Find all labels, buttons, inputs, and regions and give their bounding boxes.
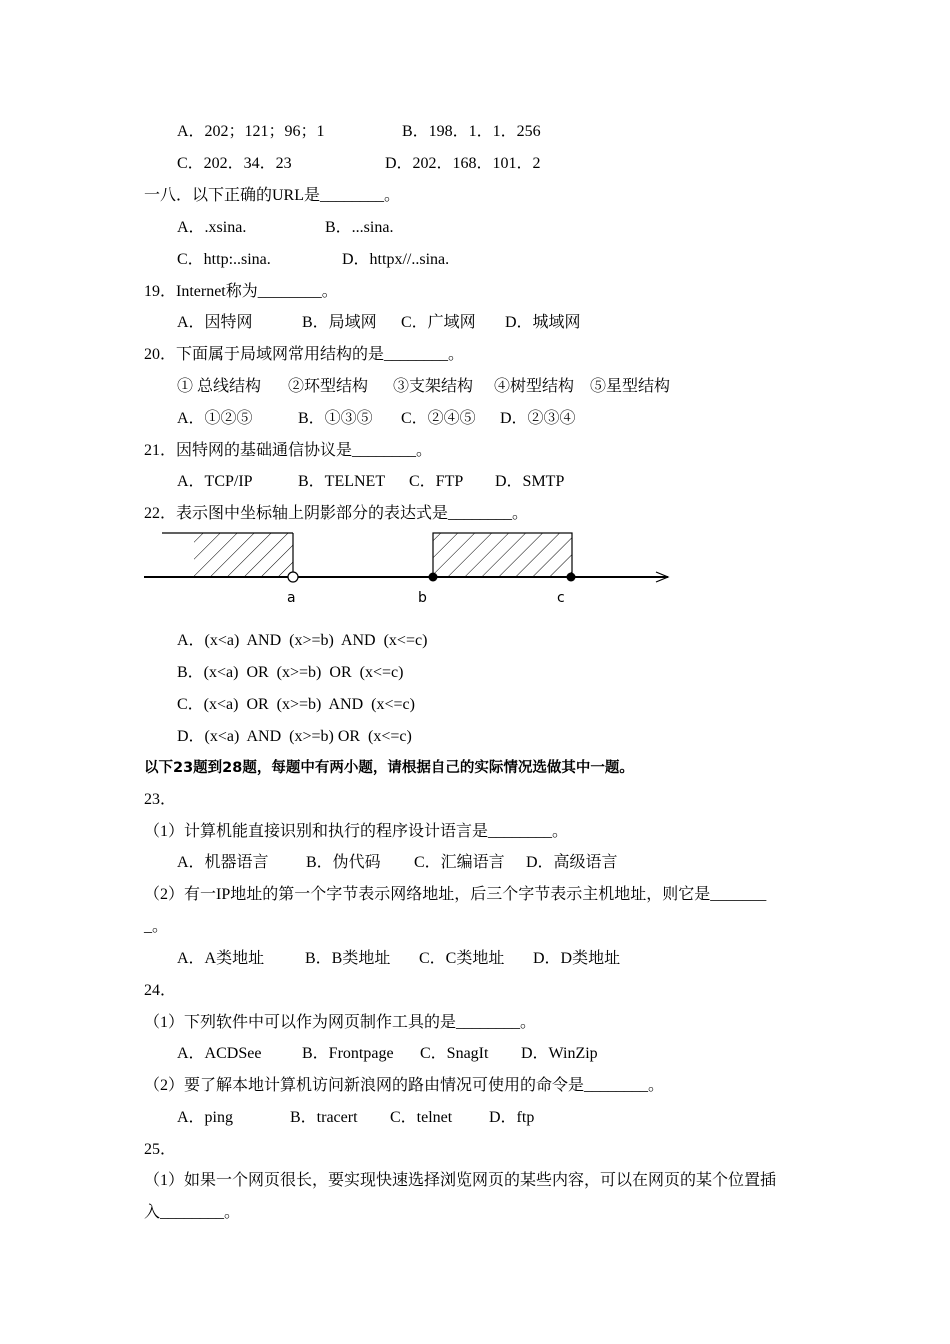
q25-sub1-line1: （1）如果一个网页很长，要实现快速选择浏览网页的某些内容，可以在网页的某个位置插 <box>144 1172 777 1189</box>
q23-sub1-option-c: C．汇编语言 <box>414 854 505 871</box>
q17-option-c: C．202．34．23 <box>177 155 292 172</box>
point-b-filled <box>429 573 438 582</box>
section-note: 以下23题到28题，每题中有两小题，请根据自己的实际情况选做其中一题。 <box>144 760 634 776</box>
q20-item-4: ④树型结构 <box>494 378 575 395</box>
q24-sub2-option-b: B．tracert <box>290 1109 358 1126</box>
q24-sub2-option-d: D．ftp <box>489 1109 535 1126</box>
q24-sub2: （2）要了解本地计算机访问新浪网的路由情况可使用的命令是________。 <box>144 1077 665 1094</box>
q21-option-d: D．SMTP <box>495 473 565 490</box>
q20-option-d: D．②③④ <box>500 410 576 427</box>
number-line-figure <box>140 528 680 608</box>
q23-sub2-option-a: A．A类地址 <box>177 950 265 967</box>
q17-option-a: A．202；121；96；1 <box>177 123 325 140</box>
q18-option-a: A．.xsina. <box>177 219 247 236</box>
q24-number: 24． <box>144 982 177 999</box>
q22-option-a: A．(x<a) AND (x>=b) AND (x<=c) <box>177 632 428 649</box>
q20-item-1: ① 总线结构 <box>177 378 262 395</box>
q18-stem: 一八．以下正确的URL是________。 <box>144 187 401 204</box>
q23-sub1-option-a: A．机器语言 <box>177 854 269 871</box>
label-b: b <box>418 590 427 606</box>
q19-stem: 19．Internet称为________。 <box>144 283 338 300</box>
q21-option-a: A．TCP/IP <box>177 473 253 490</box>
q24-sub1-option-b: B．Frontpage <box>302 1045 394 1062</box>
q25-number: 25． <box>144 1141 177 1158</box>
q20-stem: 20．下面属于局域网常用结构的是________。 <box>144 346 465 363</box>
q18-option-d: D．httpx//..sina. <box>342 251 450 268</box>
q17-option-b: B．198．1．1．256 <box>402 123 541 140</box>
q20-item-5: ⑤星型结构 <box>590 378 671 395</box>
q20-item-2: ②环型结构 <box>288 378 369 395</box>
q19-option-b: B．局域网 <box>302 314 377 331</box>
point-a-open <box>288 572 298 582</box>
q24-sub2-option-c: C．telnet <box>390 1109 453 1126</box>
q23-sub2-option-c: C．C类地址 <box>419 950 505 967</box>
q22-stem: 22．表示图中坐标轴上阴影部分的表达式是________。 <box>144 505 529 522</box>
q25-sub1-line2: 入________。 <box>144 1204 241 1221</box>
q21-stem: 21．因特网的基础通信协议是________。 <box>144 442 433 459</box>
q24-sub1: （1）下列软件中可以作为网页制作工具的是________。 <box>144 1014 537 1031</box>
q24-sub1-option-c: C．SnagIt <box>420 1045 489 1062</box>
q19-option-d: D．城域网 <box>505 314 581 331</box>
q23-sub2-line1: （2）有一IP地址的第一个字节表示网络地址，后三个字节表示主机地址，则它是_______ <box>144 886 767 903</box>
q23-sub1-option-d: D．高级语言 <box>526 854 618 871</box>
q22-option-c: C．(x<a) OR (x>=b) AND (x<=c) <box>177 696 415 713</box>
point-c-filled <box>567 573 576 582</box>
q20-item-3: ③支架结构 <box>393 378 474 395</box>
q23-sub2-line2: _。 <box>144 918 169 935</box>
q23-sub1-option-b: B．伪代码 <box>306 854 381 871</box>
q24-sub1-option-a: A．ACDSee <box>177 1045 262 1062</box>
q19-option-a: A．因特网 <box>177 314 253 331</box>
q19-option-c: C．广域网 <box>401 314 476 331</box>
q21-option-b: B．TELNET <box>298 473 386 490</box>
q20-option-b: B．①③⑤ <box>298 410 373 427</box>
q21-option-c: C．FTP <box>409 473 464 490</box>
q23-sub1: （1）计算机能直接识别和执行的程序设计语言是________。 <box>144 823 569 840</box>
label-c: c <box>557 590 565 606</box>
label-a: a <box>287 590 296 606</box>
q23-number: 23． <box>144 791 177 808</box>
q20-option-a: A．①②⑤ <box>177 410 253 427</box>
q22-option-d: D．(x<a) AND (x>=b) OR (x<=c) <box>177 728 412 745</box>
q24-sub1-option-d: D．WinZip <box>521 1045 598 1062</box>
shaded-region-left <box>162 533 293 577</box>
q22-option-b: B．(x<a) OR (x>=b) OR (x<=c) <box>177 664 404 681</box>
q24-sub2-option-a: A．ping <box>177 1109 234 1126</box>
q20-option-c: C．②④⑤ <box>401 410 476 427</box>
q18-option-b: B．...sina. <box>325 219 394 236</box>
q23-sub2-option-d: D．D类地址 <box>533 950 621 967</box>
q18-option-c: C．http:..sina. <box>177 251 271 268</box>
q23-sub2-option-b: B．B类地址 <box>305 950 391 967</box>
shaded-region-right <box>433 533 572 577</box>
q17-option-d: D．202．168．101．2 <box>385 155 541 172</box>
